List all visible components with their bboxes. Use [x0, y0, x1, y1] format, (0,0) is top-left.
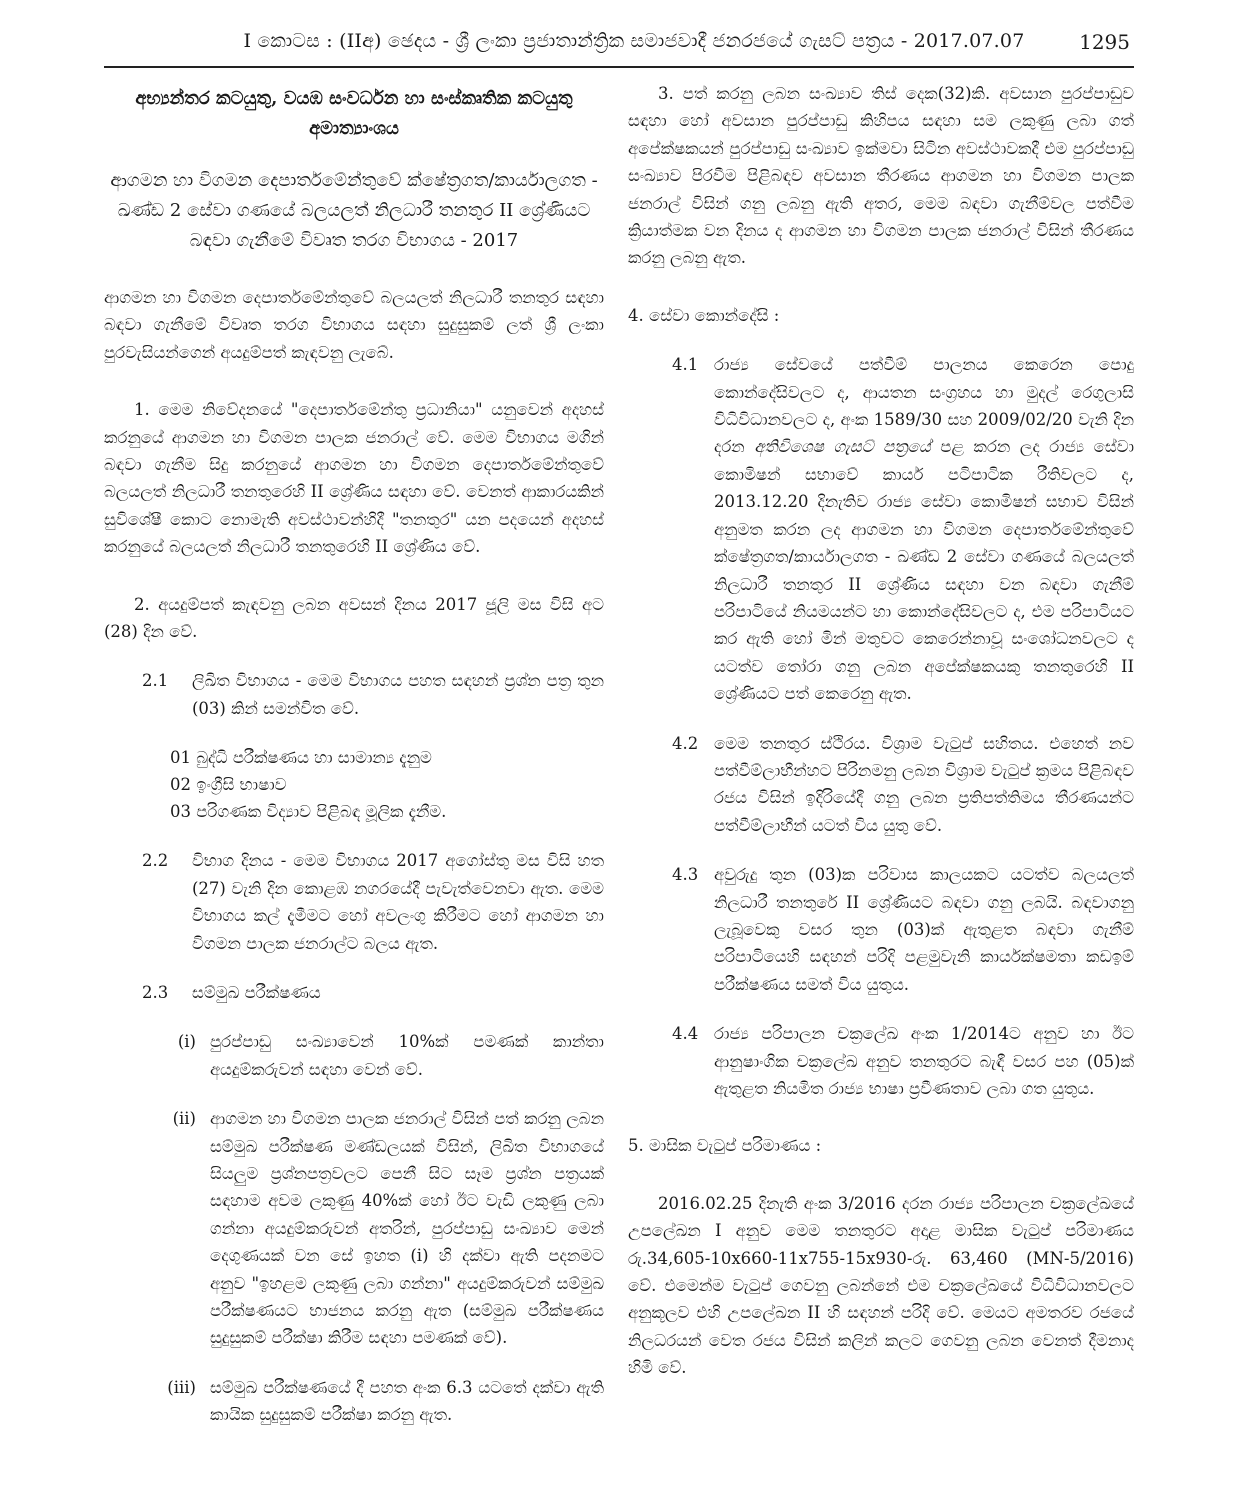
gazette-header-title: I කොටස : (IIඅ) ඡෙදය - ශ්‍රී ලංකා ප්‍රජාතාන්ත්‍රික සමාජවාදී ජනරජයේ ගැසට් පත්‍රය - 2017.07.07: [243, 30, 1025, 52]
text-part: පළ කරන ලද රාජ්‍ය සේවා කොමිෂන් සභාවේ කාර්ය පටිපාටික රීතිවලට ද, 2013.12.20 දිනැතිව රාජ්‍ය සේවා කොමිෂන් සභාව විසින් අනුමත කරන ලද ආගමන හා විගමන දෙපාර්තමේන්තුවේ ක්ෂේත්‍රගත/කාර්යාලගත - ඛණ්ඩ 2 සේවා ගණයේ බලයලත් නිලධාරී තනතුර II ශ්‍රේණිය සඳහා වන බඳවා ගැනීම් පරිපාටියේ නියමයන්ට හා කොන්දේසිවලට ද, එම පරිපාටියට කර ඇති හෝ මින් මතුවට කෙරෙන්නාවූ සංශෝධනවලට ද යටත්ව තෝරා ගනු ලබන අපේක්ෂකයකු තනතුරෙහි II ශ්‍රේණියට පත් කෙරෙනු ඇත.: [714, 437, 1134, 704]
page-header: [104, 26, 1134, 60]
paragraph-1: 1. මෙම නිවේදනයේ "දෙපාර්තමේන්තු ප්‍රධානියා" යනුවෙන් අදහස් කරනුයේ ආගමන හා විගමන පාලක ජනරාල් වේ. මෙම විභාගය මගින් බඳවා ගැනීම සිදු කරනුයේ ආගමන හා විගමන දෙපාර්තමේන්තුවේ බලයලත් නිලධාරී තනතුරෙහි II ශ්‍රේණිය සඳහා වේ. වෙනත් ආකාරයකින් සුවිශේෂී කොට නොමැති අවස්ථාවන්හිදී "තනතුර" යන පදයෙන් අදහස් කරනුයේ බලයලත් නිලධාරී තනතුරෙහි II ශ්‍රේණිය වේ.: [104, 400, 604, 557]
section-number: 4.3: [672, 865, 699, 885]
paragraph-2: 2. අයදුම්පත් කැඳවනු ලබන අවසන් දිනය 2017 ජූලි මස විසි අට (28) දින වේ.: [104, 594, 604, 642]
section-text: ලිඛිත විභාගය - මෙම විභාගය පහත සඳහන් ප්‍රශ්න පත්‍ර තුන (03) කින් සමන්විත වේ.: [192, 671, 604, 718]
section-number: 4.4: [672, 1024, 699, 1044]
section-number: 2.2: [142, 851, 169, 871]
section-text: විභාග දිනය - මෙම විභාගය 2017 අගෝස්තු මස විසි හත (27) වැනි දින කොළඹ නගරයේදී පැවැත්වෙනවා ඇත. මෙම විභාගය කල් දැමීමට හෝ අවලංගු කිරීමට හෝ ආගමන හා විගමන පාලක ජනරාල්ට බලය ඇත.: [192, 851, 604, 953]
item-number: (i): [177, 1032, 196, 1052]
section-number: 4.2: [672, 733, 699, 753]
page-number: 1295: [1079, 30, 1130, 54]
section-text: සම්මුඛ පරීක්ෂණය: [192, 982, 321, 1002]
section-2-3: [142, 979, 604, 1006]
section-text: අවුරුදු තුන (03)ක පරිවාස කාලයකට යටත්ව බලයලත් නිලධාරී තනතුරේ II ශ්‍රේණියට බඳවා ගනු ලබයි. බඳවාගනු ලැබූවෙකු වසර තුන (03)ක් ඇතුළත බඳවා ගැනීම් පරිපාටියෙහි සඳහන් පරිදි පළමුවැනි කාර්යක්ෂමතා කඩඉම් පරීක්ෂණය සමත් විය යුතුය.: [714, 865, 1134, 994]
section-number: 4.1: [672, 355, 699, 375]
paragraph-5: 2016.02.25 දිනැති අංක 3/2016 දරන රාජ්‍ය පරිපාලන චක්‍රලේඛයේ උපලේඛන I අනුව මෙම තනතුරට අදාළ මාසික වැටුප් පරිමාණය රු.34,605-10x660-11x755-15x930-රු. 63,460 (MN-5/2016) වේ. එමෙන්ම වැටුප් ගෙවනු ලබන්නේ එම චක්‍රලේඛයේ විධිවිධානවලට අනුකූලව එහි උපලේඛන II හි සඳහන් පරිදි වේ. මෙයට අමතරව රජයේ නිලධරයන් වෙත රජය විසින් කලින් කලට ගෙවනු ලබන වෙනත් දීමනාද හිමි වේ.: [628, 1193, 1134, 1378]
section-4-1: [672, 351, 1134, 707]
item-i: [162, 1028, 604, 1083]
section-text: [714, 351, 1134, 707]
paragraph-3: 3. පත් කරනු ලබන සංඛ්‍යාව තිස් දෙක(32)කි. අවසාන පුරප්පාඩුව සඳහා හෝ අවසාන පුරප්පාඩු කිහිපය සඳහා සම ලකුණු ලබා ගත් අපේක්ෂකයන් පුරප්පාඩු සංඛ්‍යාව ඉක්මවා සිටින අවස්ථාවකදී එම පුරප්පාඩු සංඛ්‍යාව පිරවීම පිළිබඳව අවසාන තීරණය ආගමන හා විගමන පාලක ජනරාල් විසින් ගනු ලබනු ඇති අතර, මෙම බඳවා ගැනීම්වල පත්වීම ක්‍රියාත්මක වන දිනය ද ආගමන හා විගමන පාලක ජනරාල් විසින් තීරණය කරනු ලබනු ඇත.: [628, 84, 1134, 268]
item-iii: [162, 1374, 604, 1429]
list-item: 02 ඉංග්‍රීසි භාෂාව: [170, 775, 287, 795]
section-number: 2.1: [142, 671, 169, 691]
section-4-3: [672, 861, 1134, 998]
section-4-4: [672, 1020, 1134, 1102]
item-number: (iii): [167, 1377, 196, 1397]
section-2-2: [142, 847, 604, 957]
right-column: [628, 76, 1134, 1476]
item-text: සම්මුඛ පරීක්ෂණයේ දී පහත අංක 6.3 යටතේ දක්වා ඇති කායික සුදුසුකම් පරීක්ෂා කරනු ඇත.: [210, 1377, 604, 1425]
section-text: මෙම තනතුර ස්ථිරය. විශ්‍රාම වැටුප් සහිතය. එහෙත් නව පත්වීම්ලාභීන්හට පිරිනමනු ලබන විශ්‍රාම වැටුප් ක්‍රමය පිළිබඳව රජය විසින් ඉදිරියේදී ගනු ලබන ප්‍රතිපත්තිමය තීරණයන්ට පත්වීම්ලාභීන් යටත් විය යුතු වේ.: [714, 733, 1134, 835]
list-item: 03 පරිගණක විද්‍යාව පිළිබඳ මූලික දැනීම.: [170, 802, 447, 822]
item-number: (ii): [172, 1109, 196, 1129]
paper-list: [170, 744, 604, 825]
left-column: [104, 76, 604, 1476]
section-text: රාජ්‍ය පරිපාලන චක්‍රලේඛ අංක 1/2014ට අනුව හා ඊට ආනුෂාංගික චක්‍රලේඛ අනුව තනතුරට බැඳී වසර පහ (05)ක් ඇතුළත නියමිත රාජ්‍ය භාෂා ප්‍රවීණතාව ලබා ගත යුතුය.: [714, 1024, 1134, 1098]
section-4-heading: 4. සේවා කොන්දේසි :: [628, 305, 780, 325]
list-item: 01 බුද්ධි පරීක්ෂණය හා සාමාන්‍ය දැනුම: [170, 748, 432, 768]
section-5-heading: 5. මාසික වැටුප් පරිමාණය :: [628, 1136, 822, 1156]
gazette-italic: අතිවිශෙෂ ගැසට් පත්‍රයේ: [754, 437, 931, 457]
text-part: රාජ්‍ය සේවයේ පත්වීම් පාලනය කෙරෙන පොදු කොන්දේසිවලට ද, ආයතන සංග්‍රහය හා මුදල් රෙගුලාසි විධිවිධානවලට ද, අංක 1589/30 සහ 2009/02/20 වැනි දින දරන: [714, 355, 1134, 457]
section-number: 2.3: [142, 982, 169, 1002]
section-4-2: [672, 730, 1134, 840]
ministry-title: අභ්‍යන්තර කටයුතු, වයඹ සංවර්ධන හා සංස්කෘතික කටයුතු අමාත්‍යාංශය: [135, 88, 573, 139]
item-text: පුරප්පාඩු සංඛ්‍යාවෙන් 10%ක් පමණක් කාන්තා අයදුම්කරුවන් සඳහා වෙන් වේ.: [210, 1032, 604, 1079]
item-ii: [162, 1105, 604, 1352]
header-rule: [104, 66, 1134, 68]
item-text: ආගමන හා විගමන පාලක ජනරාල් විසින් පත් කරනු ලබන සම්මුඛ පරීක්ෂණ මණ්ඩලයක් විසින්, ලිඛිත විභාගයේ සියලුම ප්‍රශ්නපත්‍රවලට පෙනී සිට සෑම ප්‍රශ්න පත්‍රයක් සඳහාම අවම ලකුණු 40%ක් හෝ ඊට වැඩි ලකුණු ලබා ගන්නා අයදුම්කරුවන් අතරින්, පුරප්පාඩු සංඛ්‍යාව මෙන් දෙගුණයක් වන සේ ඉහත (i) හි දක්වා ඇති පදනමට අනුව "ඉහළම ලකුණු ලබා ගන්නා" අයදුම්කරුවන් සම්මුඛ පරීක්ෂණයට භාජනය කරනු ඇත (සම්මුඛ පරීක්ෂණය සුදුසුකම් පරීක්ෂා කිරීම සඳහා පමණක් වේ).: [210, 1109, 604, 1348]
intro-paragraph: ආගමන හා විගමන දෙපාර්තමේන්තුවේ බලයලත් නිලධාරී තනතුර සඳහා බඳවා ගැනීමේ විවෘත තරග විභාගය සඳහා සුදුසුකම් ලත් ශ්‍රී ලංකා පුරවැසියන්ගෙන් අයදුම්පත් කැඳවනු ලැබේ.: [104, 288, 604, 362]
section-2-1: [142, 667, 604, 722]
exam-title: ආගමන හා විගමන දෙපාර්තමේන්තුවේ ක්ෂේත්‍රගත/කාර්යාලගත - ඛණ්ඩ 2 සේවා ගණයේ බලයලත් නිලධාරී තනතුර II ශ්‍රේණියට බඳවා ගැනීමේ විවෘත තරග විභාගය - 2017: [110, 170, 598, 251]
